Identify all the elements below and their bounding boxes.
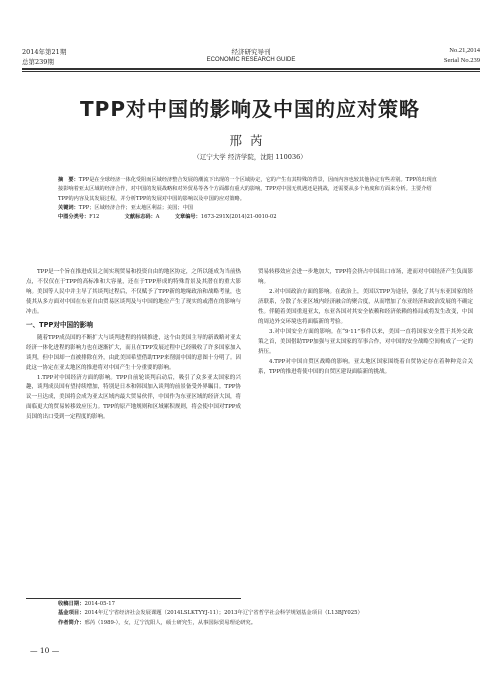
clc-value: F12 [89,214,100,221]
issue-label: 2014年第21期 [22,48,67,56]
doc-code-label: 文献标志码： [124,214,156,221]
issue-number-en: No.21,2014 [449,47,480,54]
section-heading: 一、TPP对中国的影响 [26,320,93,329]
keywords [58,204,438,213]
body-column-right [258,268,473,377]
author-affiliation: （辽宁大学 经济学院，沈阳 110036） [193,153,307,161]
intro-paragraph: TPP是一个旨在推进成员之间实现贸易和投资自由的地区协定，之所以能成为当前热点，不仅仅在于TPP的高标准和大容量，还在于TPP形成的特殊背景及其潜在的重大影响。美国等人民中并主导了其谈判过程后，不仅赋予了TPP新的地缘政治和战略考量，也使其从多方面对中国在东亚自由贸易区谈判及与中国的地位产生了现实的或潜在的影响与冲击。 [26,269,241,315]
body-paragraph: 4.TPP对中国自贸区战略的影响。亚太地区国家围绕着自贸协定存在着种种竞合关系，TPP的推进将使中国的自贸区建设面临新的挑战。 [258,358,473,375]
body-paragraph: 3.对中国安全方面的影响。在“9·11”事件以来，美国一直将国家安全置于其外交政策之首，美国借助TPP加强与亚太国家的军事合作，对中国的安全战略空间构成了一定的挤压。 [258,328,473,355]
received-date: 收稿日期：2014-05-17 [58,601,116,607]
journal-name-en: ECONOMIC RESEARCH GUIDE [206,57,296,63]
running-header [22,47,480,67]
doc-code-value: A [155,214,160,221]
footnote-rule [26,598,241,599]
serial-number-en: Serial No.239 [443,57,480,64]
abstract [58,176,438,204]
article-title: TPP对中国的影响及中国的应对策略 [80,97,420,121]
keywords-text: TPP；区域经济合作；亚太地区利益；美国；中国 [78,204,193,211]
body-column-left [26,268,241,423]
classification-line [58,213,438,222]
keywords-label: 关键词： [58,204,79,211]
body-paragraph: 2.对中国政治方面的影响。在政治上，美国以TPP为途径，强化了其与东亚国家的经济联系，分散了东亚区域内经济融合的聚合度，从而增加了东亚经济和政治发展的不确定性。伴随着美国重返亚太，东亚各国对其安全依赖和经济依赖的格局或将发生改变，中国的周边外交环境也将面临新的考验。 [258,288,473,325]
abstract-label: 摘 要： [58,177,79,183]
fund-info: 基金项目：2014年辽宁省经济社会发展课题（2014LSLKTYYJ-11）；2013年辽宁省哲学社会科学规划基金项目（L13BJY025） [58,610,363,617]
serial-label: 总第239期 [22,58,54,66]
abstract-block [58,176,438,222]
abstract-text: TPP是在全球经济一体化受阻而区域经济整合发展的潮流下出现的一个区域协定，它的产生有其特殊的背景，因而内容也较其他协定有些差别。TPP的出现直接影响着亚太区域的经济合作，对中国的发展战略和对外贸易等各个方面都有重大的影响。TPP对中国无机遇还是挑战，还需要从多个角度和方面来分析。主要介绍TPP的内容及其发展过程，并分析TPP的发展对中国的影响以及中国的应对策略。 [58,177,437,202]
header-rule-thick [22,68,480,70]
journal-name: 经济研究导刊 [231,48,271,56]
author-bio: 作者简介：邢芮（1989-），女，辽宁沈阳人，硕士研究生，从事国际贸易理论研究。 [58,619,257,626]
article-no-value: 1673-291X(2014)21-0010-02 [200,214,277,221]
header-rule-thin [22,71,480,72]
page-number: — 10 — [30,646,60,655]
footnote-block [58,600,478,628]
body-paragraph: 贸易转移效应会进一步地加大，TPP将会挤占中国出口市场，进而对中国经济产生负面影响。 [258,269,473,285]
body-paragraph: 随着TPP成员国的不断扩大与谈判进程的持续推进，这个由美国主导的新战略对亚太经济一体化进程的影响力也在逐渐扩大，而且在TPP发展过程中已经吸收了许多国家加入谈判，但中国却一直被排除在外，由此美国希望借助TPP来削弱中国的意图十分明了。因此这一协定在亚太地区的推进将对中国产生十分重要的影响。 [26,334,241,371]
author-name: 邢芮 [229,133,271,148]
article-no-label: 文章编号： [174,214,201,221]
clc-label: 中图分类号： [58,214,90,221]
body-paragraph: 1.TPP对中国经济方面的影响。TPP自前轮谈判启动后，吸引了众多亚太国家的兴趣，谈判成员国有望持续增加，特别是日本和韩国加入谈判的前景备受外界瞩目。TPP协议一旦达成，美国将会成为亚太区域内最大贸易伙伴，中国作为东亚区域的经济大国，将面临更大的贸易转移效应压力。TPP的原产地规则和区域累积规则，将会使中国对TPP成员国的出口受到一定程度的影响。 [26,374,241,421]
